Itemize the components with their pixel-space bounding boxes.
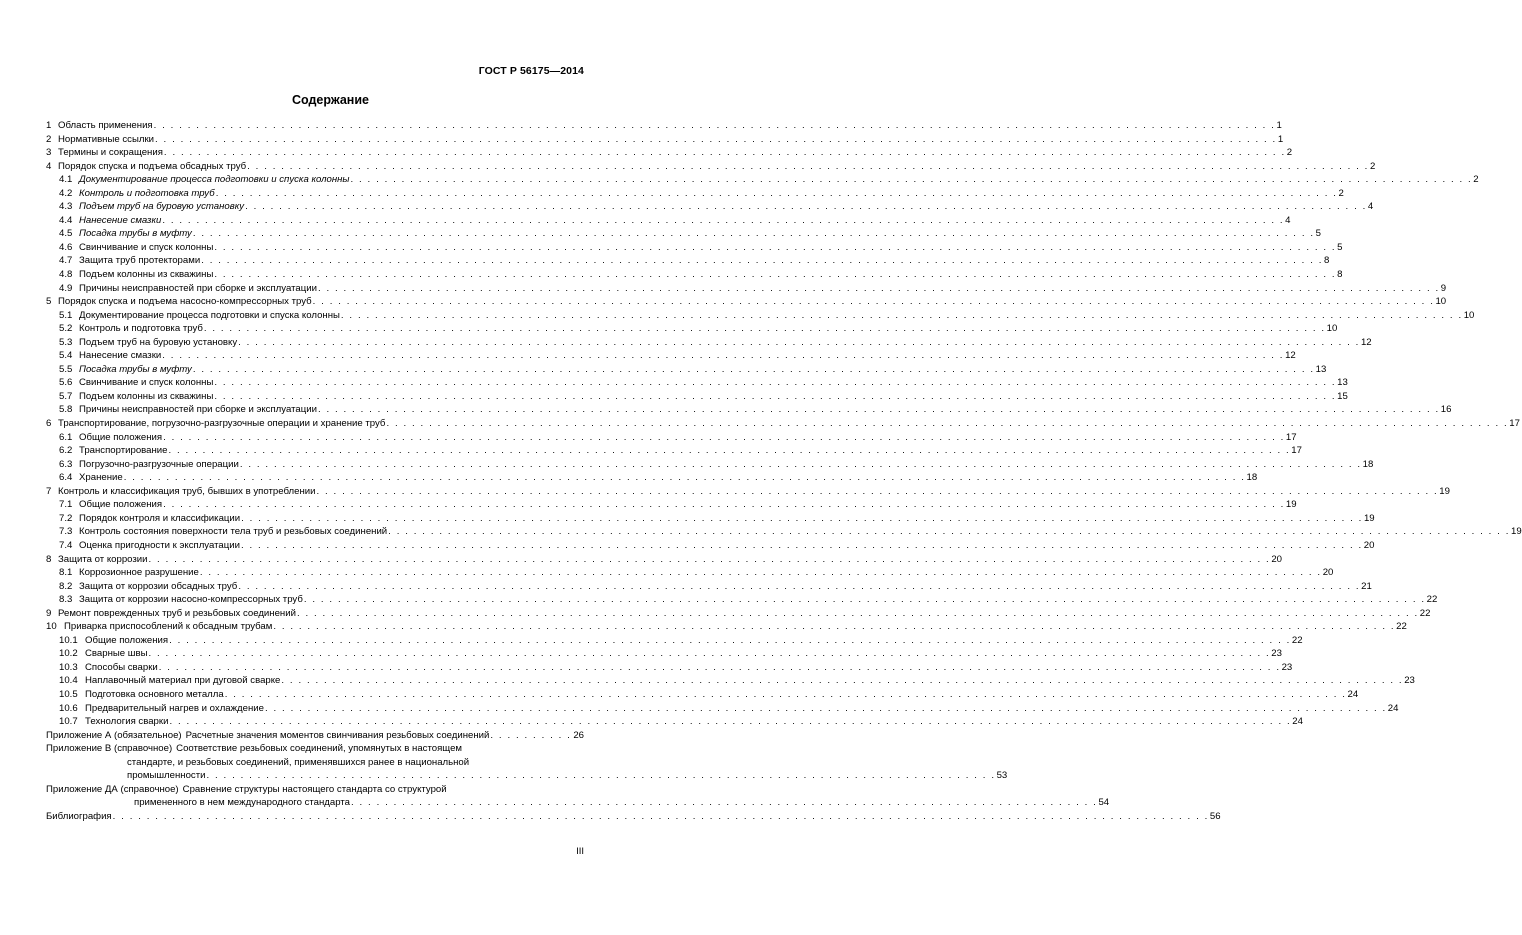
- toc-entry-title: Сварные швы: [85, 648, 148, 660]
- toc-entry-page: 21: [1361, 580, 1372, 592]
- toc-entry[interactable]: [46, 458, 1374, 472]
- toc-leader: [247, 160, 1369, 174]
- toc-entry-page: 5: [1337, 241, 1343, 253]
- toc-entry-page: 2: [1286, 147, 1293, 159]
- toc-entry-page: 17: [1291, 445, 1302, 457]
- toc-entry[interactable]: [46, 336, 1372, 350]
- toc-entry-number: 4.6: [59, 241, 73, 253]
- toc-leader: [124, 471, 1246, 485]
- toc-entry-number: 7: [46, 485, 52, 497]
- toc-leader: [169, 634, 1291, 648]
- toc-leader: [241, 512, 1363, 526]
- toc-entry[interactable]: [46, 200, 1374, 214]
- toc-entry-number: 3: [46, 147, 52, 159]
- toc-entry-title: Подготовка основного металла: [85, 688, 224, 700]
- toc-leader: [238, 580, 1360, 594]
- toc-leader: . . . . . . . . . . . . . . . . . . . . . . . . . . . . . . . . . . . . . . . . . . . . . . . . . . . . . . . . . . . . . . . . . . . . . . . . . . . . . . . . . . . . . . . . . . . . . . . . . . . . . . . . . . . . . . . . . . . . . . . . . . . . . . . . .: [112, 810, 1209, 822]
- toc-entry[interactable]: [46, 674, 1415, 688]
- toc-entry-title: Оценка пригодности к эксплуатации: [79, 539, 240, 551]
- toc-entry[interactable]: [46, 607, 1431, 621]
- toc-entry-title: Подъем колонны из скважины: [79, 269, 214, 281]
- toc-entry-title: Технология сварки: [85, 716, 169, 728]
- appendix-da-line2: примененного в нем международного стандарта: [134, 797, 350, 809]
- toc-entry-page: 23: [1281, 661, 1293, 673]
- toc-leader: [214, 376, 1336, 390]
- toc-entry-number: 10.2: [59, 648, 78, 660]
- table-of-contents: [46, 119, 1522, 823]
- toc-leader: [148, 647, 1270, 661]
- toc-entry-title: Общие положения: [79, 499, 163, 511]
- bibliography-page: 56: [1209, 810, 1221, 822]
- toc-entry-page: 9: [1440, 282, 1447, 294]
- toc-entry-page: 24: [1387, 702, 1399, 714]
- toc-entry-title: Свинчивание и спуск колонны: [79, 241, 214, 253]
- toc-leader: [193, 227, 1315, 241]
- toc-entry-page: 16: [1440, 404, 1452, 416]
- toc-leader: [162, 349, 1284, 363]
- toc-entry[interactable]: [46, 309, 1475, 323]
- toc-entry-number: 10.6: [59, 702, 78, 714]
- appendix-b-label: Приложение В (справочное): [46, 743, 173, 755]
- toc-entry[interactable]: [46, 119, 1282, 133]
- toc-entry-page: 20: [1322, 567, 1334, 579]
- toc-entry-number: 4.3: [59, 201, 73, 213]
- appendix-da-line2-row: [46, 796, 1110, 810]
- toc-entry-title: Посадка трубы в муфту: [79, 228, 192, 240]
- toc-entry-page: 15: [1337, 390, 1348, 402]
- appendix-b-line2: стандарте, и резьбовых соединений, применявшихся ранее в национальной: [127, 756, 470, 768]
- toc-entry[interactable]: [46, 661, 1293, 675]
- toc-leader: [304, 593, 1426, 607]
- toc-entry-page: 18: [1362, 458, 1374, 470]
- toc-leader: [149, 553, 1271, 567]
- toc-entry-page: 19: [1510, 526, 1522, 538]
- toc-appendix-b[interactable]: [46, 742, 584, 756]
- toc-entry-title: Способы сварки: [85, 661, 158, 673]
- toc-entry-title: Подъем колонны из скважины: [79, 390, 214, 402]
- toc-leader: [159, 661, 1281, 675]
- toc-leader: [168, 444, 1290, 458]
- toc-entry[interactable]: [46, 498, 1297, 512]
- toc-appendix-da[interactable]: [46, 783, 584, 797]
- toc-entry-page: 19: [1285, 499, 1297, 511]
- toc-leader: [214, 241, 1336, 255]
- toc-entry[interactable]: [46, 647, 1282, 661]
- toc-entry-title: Нормативные ссылки: [58, 133, 155, 145]
- toc-entry-number: 6.2: [59, 445, 73, 457]
- toc-entry[interactable]: [46, 593, 1438, 607]
- toc-entry-page: 24: [1347, 688, 1359, 700]
- appendix-da-page: 54: [1098, 797, 1110, 809]
- toc-entry-page: 13: [1337, 377, 1348, 389]
- toc-entry[interactable]: [46, 227, 1321, 241]
- toc-entry-title: Порядок контроля и классификации: [79, 512, 241, 524]
- toc-entry-number: 10.3: [59, 661, 78, 673]
- toc-entry-page: 8: [1324, 255, 1330, 267]
- toc-entry-page: 4: [1367, 201, 1374, 213]
- toc-leader: [204, 322, 1326, 336]
- toc-entry[interactable]: [46, 376, 1348, 390]
- toc-leader: [225, 688, 1347, 702]
- toc-leader: [201, 254, 1323, 268]
- toc-entry[interactable]: [46, 634, 1303, 648]
- toc-entry-number: 4: [46, 160, 52, 172]
- toc-entry-title: Защита труб протекторами: [79, 255, 201, 267]
- toc-entry-title: Нанесение смазки: [79, 350, 162, 362]
- toc-leader: [240, 458, 1362, 472]
- toc-entry-title: Транспортирование: [79, 445, 168, 457]
- toc-entry[interactable]: [46, 580, 1372, 594]
- toc-entry-page: 10: [1463, 309, 1475, 321]
- toc-entry[interactable]: [46, 525, 1522, 539]
- toc-entry[interactable]: [46, 553, 1282, 567]
- toc-entry-number: 10.1: [59, 634, 78, 646]
- toc-entry-number: 5.3: [59, 336, 73, 348]
- toc-leader: [241, 539, 1363, 553]
- toc-entry-number: 9: [46, 607, 52, 619]
- toc-entry[interactable]: [46, 539, 1375, 553]
- toc-entry-number: 6.3: [59, 458, 73, 470]
- toc-entry-page: 1: [1277, 133, 1284, 145]
- appendix-b-line1: Соответствие резьбовых соединений, упомянутых в настоящем: [176, 743, 462, 755]
- toc-entry[interactable]: [46, 688, 1359, 702]
- toc-entry[interactable]: [46, 444, 1302, 458]
- toc-entry[interactable]: [46, 282, 1447, 296]
- toc-entry-number: 8.3: [59, 594, 73, 606]
- toc-entry-title: Транспортирование, погрузочно-разгрузочные операции и хранение труб: [58, 418, 386, 430]
- toc-leader: [162, 214, 1284, 228]
- toc-bibliography[interactable]: [46, 810, 1221, 824]
- toc-leader: [273, 620, 1395, 634]
- toc-leader: [169, 715, 1291, 729]
- toc-leader: [318, 282, 1440, 296]
- toc-entry-title: Защита от коррозии обсадных труб: [79, 580, 238, 592]
- toc-entry-number: 5.6: [59, 377, 73, 389]
- toc-entry-number: 7.1: [59, 499, 73, 511]
- toc-entry[interactable]: [46, 214, 1291, 228]
- toc-entry[interactable]: [46, 471, 1258, 485]
- toc-entry-title: Причины неисправностей при сборке и эксплуатации: [79, 404, 317, 416]
- toc-entry-page: 23: [1271, 648, 1282, 660]
- toc-leader: [154, 119, 1276, 133]
- toc-entry-page: 24: [1292, 716, 1303, 728]
- toc-entry-page: 19: [1439, 485, 1450, 497]
- toc-entry[interactable]: [46, 485, 1450, 499]
- toc-entry-title: Причины неисправностей при сборке и эксплуатации: [79, 282, 317, 294]
- toc-entry[interactable]: [46, 349, 1296, 363]
- toc-entry-page: 19: [1363, 512, 1375, 524]
- toc-entry[interactable]: [46, 241, 1343, 255]
- toc-entry-title: Погрузочно-разгрузочные операции: [79, 458, 239, 470]
- toc-entry-title: Свинчивание и спуск колонны: [79, 377, 214, 389]
- toc-entry-page: 2: [1473, 174, 1479, 186]
- toc-entry-title: Контроль и подготовка труб: [79, 323, 203, 335]
- toc-entry-page: 20: [1363, 539, 1375, 551]
- toc-entry-number: 7.4: [59, 539, 73, 551]
- toc-entry-page: 18: [1246, 472, 1258, 484]
- toc-leader: [164, 146, 1286, 160]
- toc-entry-title: Документирование процесса подготовки и спуска колонны: [79, 174, 350, 186]
- toc-entry-title: Контроль и классификация труб, бывших в употреблении: [58, 485, 316, 497]
- toc-entry-number: 8.2: [59, 580, 73, 592]
- toc-entry-number: 1: [46, 120, 52, 131]
- toc-entry-number: 10.4: [59, 675, 78, 687]
- toc-entry[interactable]: [46, 715, 1303, 729]
- toc-entry-number: 5.1: [59, 309, 73, 321]
- toc-entry-number: 5: [46, 296, 52, 308]
- toc-entry[interactable]: [46, 566, 1334, 580]
- toc-entry-number: 4.5: [59, 228, 73, 240]
- toc-entry[interactable]: [46, 146, 1293, 160]
- toc-main-entries: [46, 119, 1522, 729]
- toc-leader: [163, 431, 1285, 445]
- toc-appendix-a[interactable]: [46, 729, 584, 743]
- toc-entry[interactable]: [46, 173, 1479, 187]
- page-number: III: [576, 846, 584, 857]
- toc-entry-number: 7.2: [59, 512, 73, 524]
- toc-entry[interactable]: [46, 295, 1447, 309]
- toc-entry[interactable]: [46, 133, 1284, 147]
- toc-entry-title: Нанесение смазки: [79, 214, 162, 226]
- toc-entry[interactable]: [46, 620, 1407, 634]
- toc-entry-page: 20: [1271, 553, 1282, 565]
- appendix-da-line1: Сравнение структуры настоящего стандарта со структурой: [182, 783, 447, 795]
- toc-entry-title: Контроль и подготовка труб: [79, 187, 215, 199]
- toc-entry-number: 5.5: [59, 363, 73, 375]
- toc-entry[interactable]: [46, 417, 1520, 431]
- toc-leader: [281, 674, 1403, 688]
- toc-entry-page: 22: [1426, 594, 1438, 606]
- toc-entry[interactable]: [46, 322, 1338, 336]
- toc-leader: [313, 295, 1435, 309]
- toc-entry[interactable]: [46, 512, 1375, 526]
- toc-leader: [216, 187, 1338, 201]
- appendix-da-label: Приложение ДА (справочное): [46, 783, 179, 795]
- toc-leader: [341, 309, 1463, 323]
- toc-entry[interactable]: [46, 268, 1343, 282]
- toc-entry[interactable]: [46, 403, 1452, 417]
- toc-leader: [316, 485, 1438, 499]
- toc-entry-page: 22: [1419, 607, 1431, 619]
- toc-entry[interactable]: [46, 160, 1376, 174]
- toc-entry-title: Термины и сокращения: [58, 147, 163, 159]
- toc-entry-number: 10.5: [59, 688, 78, 700]
- toc-entry[interactable]: [46, 431, 1297, 445]
- toc-entry[interactable]: [46, 702, 1399, 716]
- toc-entry-title: Порядок спуска и подъема насосно-компрессорных труб: [58, 296, 312, 308]
- toc-leader: [318, 403, 1440, 417]
- toc-leader: [386, 417, 1508, 431]
- toc-leader: [163, 498, 1285, 512]
- toc-entry[interactable]: [46, 187, 1344, 201]
- toc-entry-title: Подъем труб на буровую установку: [79, 201, 245, 213]
- toc-leader: [265, 702, 1387, 716]
- toc-leader: [214, 268, 1336, 282]
- toc-entry-number: 8: [46, 553, 52, 565]
- toc-entry-title: Коррозионное разрушение: [79, 567, 199, 579]
- toc-entry-page: 13: [1315, 363, 1327, 375]
- toc-entry-number: 4.2: [59, 187, 73, 199]
- toc-entry-number: 5.8: [59, 404, 73, 416]
- toc-entry-title: Защита от коррозии: [58, 553, 148, 565]
- toc-entry-title: Общие положения: [85, 634, 169, 646]
- toc-entry-page: 2: [1338, 187, 1344, 199]
- toc-entry-number: 7.3: [59, 526, 73, 538]
- toc-leader: . . . . . . . . . .: [490, 729, 572, 741]
- toc-entry-title: Область применения: [58, 120, 153, 131]
- appendix-b-line3-row: [46, 769, 1008, 783]
- appendix-b-line3: промышленности: [127, 770, 206, 782]
- toc-entry-page: 8: [1337, 269, 1343, 281]
- toc-leader: . . . . . . . . . . . . . . . . . . . . . . . . . . . . . . . . . . . . . . . . . . . . . . . . . . . . . . . . . . . . . . . . . . . . . . . . . . . . . . . . . . . . . . . .: [350, 797, 1098, 809]
- toc-leader: [245, 200, 1367, 214]
- toc-leader: [238, 336, 1360, 350]
- toc-entry-page: 4: [1285, 214, 1291, 226]
- toc-entry-title: Наплавочный материал при дуговой сварке: [85, 675, 281, 687]
- toc-entry-title: Общие положения: [79, 431, 163, 443]
- toc-entry-page: 22: [1291, 634, 1303, 646]
- toc-entry-title: Контроль состояния поверхности тела труб и резьбовых соединений: [79, 526, 388, 538]
- toc-entry-number: 4.7: [59, 255, 73, 267]
- toc-entry-page: 1: [1276, 120, 1282, 131]
- toc-entry[interactable]: [46, 254, 1330, 268]
- toc-entry-number: 5.4: [59, 350, 73, 362]
- toc-entry-title: Предварительный нагрев и охлаждение: [85, 702, 264, 714]
- toc-entry-number: 4.9: [59, 282, 73, 294]
- toc-entry-number: 10.7: [59, 716, 78, 728]
- toc-entry-title: Документирование процесса подготовки и спуска колонны: [79, 309, 340, 321]
- toc-entry-page: 2: [1369, 160, 1376, 172]
- toc-leader: [297, 607, 1419, 621]
- toc-entry-number: 6.1: [59, 431, 73, 443]
- toc-entry-number: 8.1: [59, 567, 73, 579]
- toc-leader: [193, 363, 1315, 377]
- toc-entry-page: 10: [1326, 323, 1338, 335]
- toc-entry[interactable]: [46, 363, 1327, 377]
- toc-entry-title: Хранение: [79, 472, 123, 484]
- toc-entry-page: 10: [1435, 296, 1447, 308]
- toc-leader: [388, 525, 1510, 539]
- toc-entry-page: 23: [1404, 675, 1415, 687]
- toc-entry-page: 22: [1396, 621, 1407, 633]
- toc-entry-number: 4.4: [59, 214, 73, 226]
- toc-entry-number: 6.4: [59, 472, 73, 484]
- toc-entry-number: 6: [46, 418, 52, 430]
- toc-entry-number: 5.2: [59, 323, 73, 335]
- toc-title: Содержание: [291, 93, 369, 107]
- toc-entry-number: 10: [46, 621, 57, 633]
- appendix-a-text: Расчетные значения моментов свинчивания резьбовых соединений: [185, 729, 490, 741]
- document-code: ГОСТ Р 56175—2014: [478, 65, 584, 77]
- toc-entry-title: Защита от коррозии насосно-компрессорных труб: [79, 594, 303, 606]
- toc-leader: [214, 390, 1336, 404]
- toc-entry-page: 12: [1285, 350, 1296, 362]
- toc-leader: . . . . . . . . . . . . . . . . . . . . . . . . . . . . . . . . . . . . . . . . . . . . . . . . . . . . . . . . . . . . . . . . . . . . . . . . . . . . . . . . . . . . . . . . . . . . .: [206, 770, 996, 782]
- toc-entry-number: 2: [46, 133, 52, 145]
- toc-entry-title: Порядок спуска и подъема обсадных труб: [58, 160, 247, 172]
- toc-entry-page: 12: [1360, 336, 1372, 348]
- toc-leader: [350, 173, 1472, 187]
- appendix-a-page: 26: [573, 729, 584, 741]
- toc-entry-page: 17: [1285, 431, 1297, 443]
- toc-entry-page: 5: [1315, 228, 1321, 240]
- toc-entry[interactable]: [46, 390, 1348, 404]
- toc-entry-page: 17: [1509, 418, 1520, 430]
- toc-entry-title: Приварка приспособлений к обсадным трубам: [64, 621, 273, 633]
- toc-entry-title: Посадка трубы в муфту: [79, 363, 192, 375]
- toc-entry-title: Ремонт поврежденных труб и резьбовых соединений: [58, 607, 296, 619]
- toc-entry-number: 4.1: [59, 174, 73, 186]
- appendix-a-label: Приложение А (обязательное): [46, 729, 182, 741]
- appendix-b-page: 53: [996, 770, 1008, 782]
- toc-entry-number: 5.7: [59, 390, 73, 402]
- bibliography-label: Библиография: [46, 810, 112, 822]
- toc-entry-number: 4.8: [59, 269, 73, 281]
- toc-entry-title: Подъем труб на буровую установку: [79, 336, 238, 348]
- toc-leader: [200, 566, 1322, 580]
- toc-leader: [155, 133, 1277, 147]
